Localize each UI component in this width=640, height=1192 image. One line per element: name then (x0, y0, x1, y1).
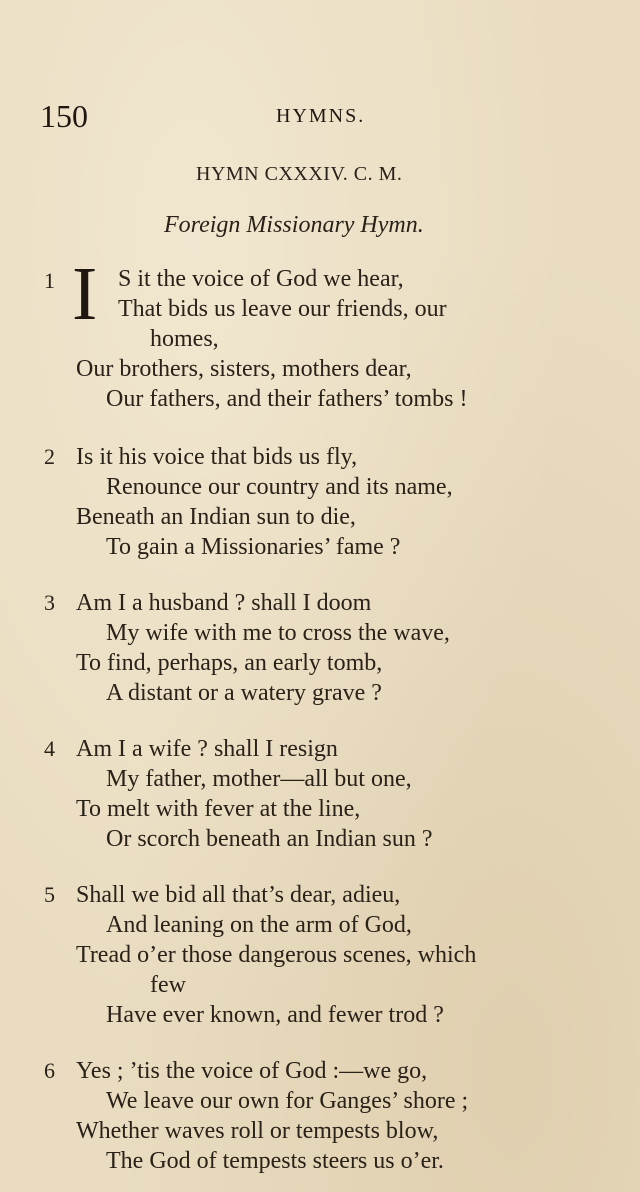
verse-line: Renounce our country and its name, (106, 474, 453, 500)
verse-line: To gain a Missionaries’ fame ? (106, 534, 401, 560)
hymn-subtitle: Foreign Missionary Hymn. (164, 212, 424, 238)
running-head: HYMNS. (276, 105, 366, 127)
verse-line: Or scorch beneath an Indian sun ? (106, 826, 433, 852)
verse-line: That bids us leave our friends, our (118, 296, 447, 322)
verse-line: And leaning on the arm of God, (106, 912, 412, 938)
verse-line: Am I a husband ? shall I doom (76, 590, 372, 616)
verse-line: Tread o’er those dangerous scenes, which (76, 942, 477, 968)
verse-line: My father, mother—all but one, (106, 766, 412, 792)
verse-line: homes, (150, 326, 219, 352)
stanza-number: 2 (44, 444, 55, 469)
verse-line: Yes ; ’tis the voice of God :—we go, (76, 1058, 428, 1084)
stanza-number: 5 (44, 882, 55, 907)
verse-line: Is it his voice that bids us fly, (76, 444, 358, 470)
stanza-number: 4 (44, 736, 55, 761)
verse-line: Whether waves roll or tempests blow, (76, 1118, 439, 1144)
verse-line: To find, perhaps, an early tomb, (76, 650, 383, 676)
stanza-number: 6 (44, 1058, 55, 1083)
verse-line: Shall we bid all that’s dear, adieu, (76, 882, 401, 908)
verse-line: To melt with fever at the line, (76, 796, 361, 822)
verse-line: The God of tempests steers us o’er. (106, 1148, 444, 1174)
verse-line: Beneath an Indian sun to die, (76, 504, 356, 530)
verse-line: Am I a wife ? shall I resign (76, 736, 338, 762)
page-header (40, 96, 600, 136)
hymn-title: HYMN CXXXIV. C. M. (196, 163, 403, 185)
verse-line: A distant or a watery grave ? (106, 680, 382, 706)
stanza-number: 1 (44, 268, 55, 293)
verse-line: Have ever known, and fewer trod ? (106, 1002, 444, 1028)
verse-line: My wife with me to cross the wave, (106, 620, 450, 646)
page-number: 150 (40, 98, 88, 134)
stanza-number: 3 (44, 590, 55, 615)
verse-line: Our fathers, and their fathers’ tombs ! (106, 386, 468, 412)
verse-line: Our brothers, sisters, mothers dear, (76, 356, 412, 382)
verse-line: We leave our own for Ganges’ shore ; (106, 1088, 469, 1114)
drop-cap: I (72, 252, 98, 336)
verse-line: S it the voice of God we hear, (118, 266, 404, 292)
verse-line: few (150, 972, 186, 998)
